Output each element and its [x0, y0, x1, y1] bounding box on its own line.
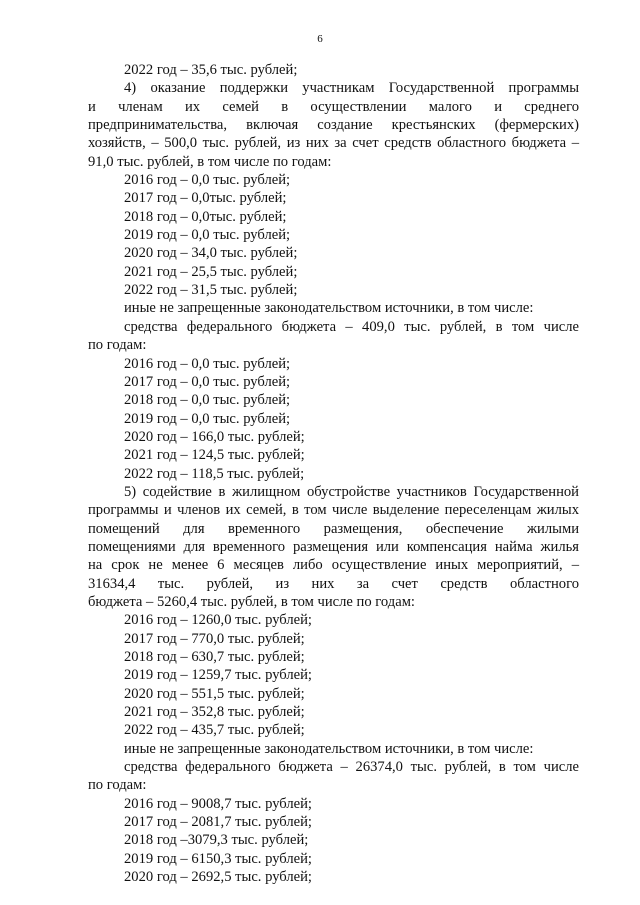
text-line: 2017 год – 0,0тыс. рублей; [124, 190, 287, 207]
text-line: помещениями для временного размещения или компенсация найма жилья [88, 538, 579, 555]
text-line: предпринимательства, включая создание крестьянских (фермерских) [88, 117, 579, 134]
text-line: по годам: [88, 337, 147, 354]
text-line: 2022 год – 118,5 тыс. рублей; [124, 465, 305, 482]
text-line: 2020 год – 2692,5 тыс. рублей; [124, 869, 312, 886]
text-line: 2017 год – 770,0 тыс. рублей; [124, 630, 305, 647]
text-line: 31634,4 тыс. рублей, из них за счет средств областного [88, 575, 579, 592]
text-line: 2019 год – 1259,7 тыс. рублей; [124, 667, 312, 684]
text-line: 2020 год – 166,0 тыс. рублей; [124, 428, 305, 445]
text-line: 2016 год – 1260,0 тыс. рублей; [124, 612, 312, 629]
text-line: 2019 год – 0,0 тыс. рублей; [124, 227, 291, 244]
text-line: 2021 год – 352,8 тыс. рублей; [124, 704, 305, 721]
text-line: 2016 год – 0,0 тыс. рублей; [124, 172, 291, 189]
text-line: 2021 год – 25,5 тыс. рублей; [124, 263, 298, 280]
text-line: программы и членов их семей, в том числе выделение переселенцам жилых [88, 502, 579, 519]
text-line: 2017 год – 0,0 тыс. рублей; [124, 373, 291, 390]
text-line: 2019 год – 0,0 тыс. рублей; [124, 410, 291, 427]
text-line: помещений для временного размещения, обеспечение жилыми [88, 520, 579, 537]
text-line: 2022 год – 435,7 тыс. рублей; [124, 722, 305, 739]
text-line: и членам их семей в осуществлении малого и среднего [88, 98, 579, 115]
text-line: иные не запрещенные законодательством источники, в том числе: [124, 300, 534, 317]
text-line: 2016 год – 9008,7 тыс. рублей; [124, 795, 312, 812]
text-line: 2016 год – 0,0 тыс. рублей; [124, 355, 291, 372]
text-line: бюджета – 5260,4 тыс. рублей, в том числе по годам: [88, 593, 415, 610]
body-text [88, 61, 579, 886]
text-line: 2021 год – 124,5 тыс. рублей; [124, 447, 305, 464]
text-line: иные не запрещенные законодательством источники, в том числе: [124, 740, 534, 757]
text-line: 2019 год – 6150,3 тыс. рублей; [124, 850, 312, 867]
text-line: 5) содействие в жилищном обустройстве участников Государственной [124, 483, 579, 500]
text-line: по годам: [88, 777, 147, 794]
text-line: 4) оказание поддержки участникам Государственной программы [124, 80, 579, 97]
text-line: 2020 год – 34,0 тыс. рублей; [124, 245, 298, 262]
page-number: 6 [317, 33, 323, 45]
text-line: 2018 год – 0,0 тыс. рублей; [124, 392, 291, 409]
text-line: хозяйств, – 500,0 тыс. рублей, из них за счет средств областного бюджета – [88, 135, 579, 152]
text-line: 2018 год –3079,3 тыс. рублей; [124, 832, 309, 849]
text-line: 2022 год – 35,6 тыс. рублей; [124, 62, 298, 78]
text-line: 2020 год – 551,5 тыс. рублей; [124, 685, 305, 702]
text-line: 91,0 тыс. рублей, в том числе по годам: [88, 153, 332, 170]
text-line: 2018 год – 630,7 тыс. рублей; [124, 649, 305, 665]
text-line: средства федерального бюджета – 26374,0 тыс. рублей, в том числе [124, 759, 579, 776]
text-line: 2022 год – 31,5 тыс. рублей; [124, 282, 298, 299]
text-line: 2018 год – 0,0тыс. рублей; [124, 208, 287, 225]
text-line: на срок не менее 6 месяцев либо осуществление иных мероприятий, – [88, 557, 579, 574]
text-line: 2017 год – 2081,7 тыс. рублей; [124, 814, 312, 831]
text-line: средства федерального бюджета – 409,0 тыс. рублей, в том числе [124, 318, 579, 335]
